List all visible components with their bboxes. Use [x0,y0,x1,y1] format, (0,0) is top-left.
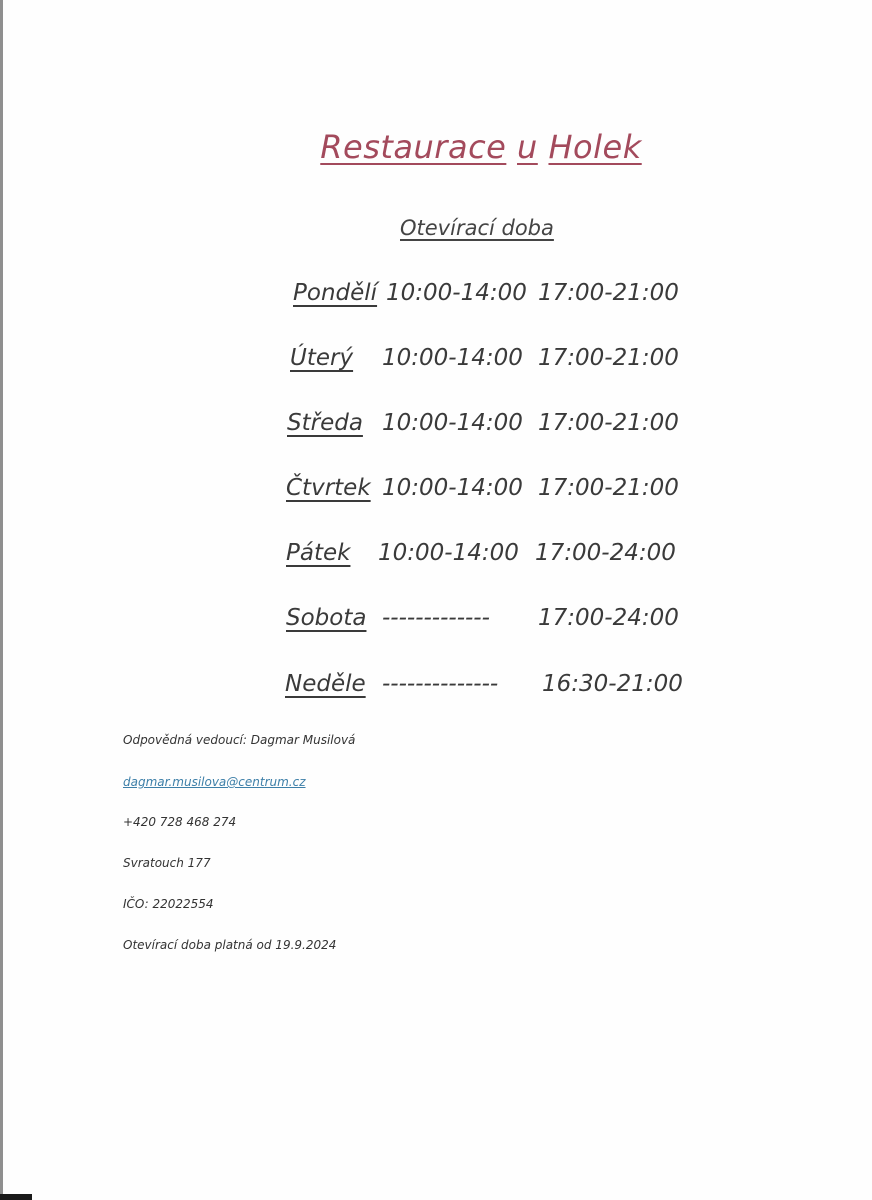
title-word-u: u [517,128,538,166]
schedule-row-sunday [0,671,872,711]
schedule-row-friday [0,540,872,580]
manager-line: Odpovědná vedoucí: Dagmar Musilová [123,733,356,747]
morning-hours: 10:00-14:00 [382,345,523,371]
schedule-row-saturday [0,605,872,645]
evening-hours: 17:00-24:00 [535,540,676,566]
schedule-row-tuesday [0,345,872,385]
morning-hours: ------------- [382,605,490,631]
day-label: Středa [287,410,363,436]
day-label: Neděle [285,671,366,697]
day-label: Pátek [286,540,351,566]
evening-hours: 16:30-21:00 [542,671,683,697]
scan-edge [0,0,3,1200]
day-label: Úterý [290,345,354,371]
morning-hours: 10:00-14:00 [382,475,523,501]
evening-hours: 17:00-24:00 [538,605,679,631]
opening-hours-heading: Otevírací doba [400,216,554,240]
address: Svratouch 177 [123,856,211,870]
title-word-restaurace: Restaurace [320,128,507,166]
email-link[interactable]: dagmar.musilova@centrum.cz [123,775,306,789]
day-label: Sobota [286,605,367,631]
schedule-row-wednesday [0,410,872,450]
evening-hours: 17:00-21:00 [538,475,679,501]
morning-hours: 10:00-14:00 [378,540,519,566]
day-label: Čtvrtek [286,475,371,501]
morning-hours: -------------- [382,671,499,697]
evening-hours: 17:00-21:00 [538,345,679,371]
company-id: IČO: 22022554 [123,897,214,911]
day-label: Pondělí [293,280,378,306]
title-word-holek: Holek [548,128,642,166]
phone-number: +420 728 468 274 [123,815,237,829]
restaurant-title [0,128,872,166]
evening-hours: 17:00-21:00 [538,410,679,436]
scan-corner-mark [0,1194,32,1200]
morning-hours: 10:00-14:00 [382,410,523,436]
schedule-row-monday [0,280,872,320]
validity-note: Otevírací doba platná od 19.9.2024 [123,938,337,952]
morning-hours: 10:00-14:00 [386,280,527,306]
evening-hours: 17:00-21:00 [538,280,679,306]
schedule-row-thursday [0,475,872,515]
